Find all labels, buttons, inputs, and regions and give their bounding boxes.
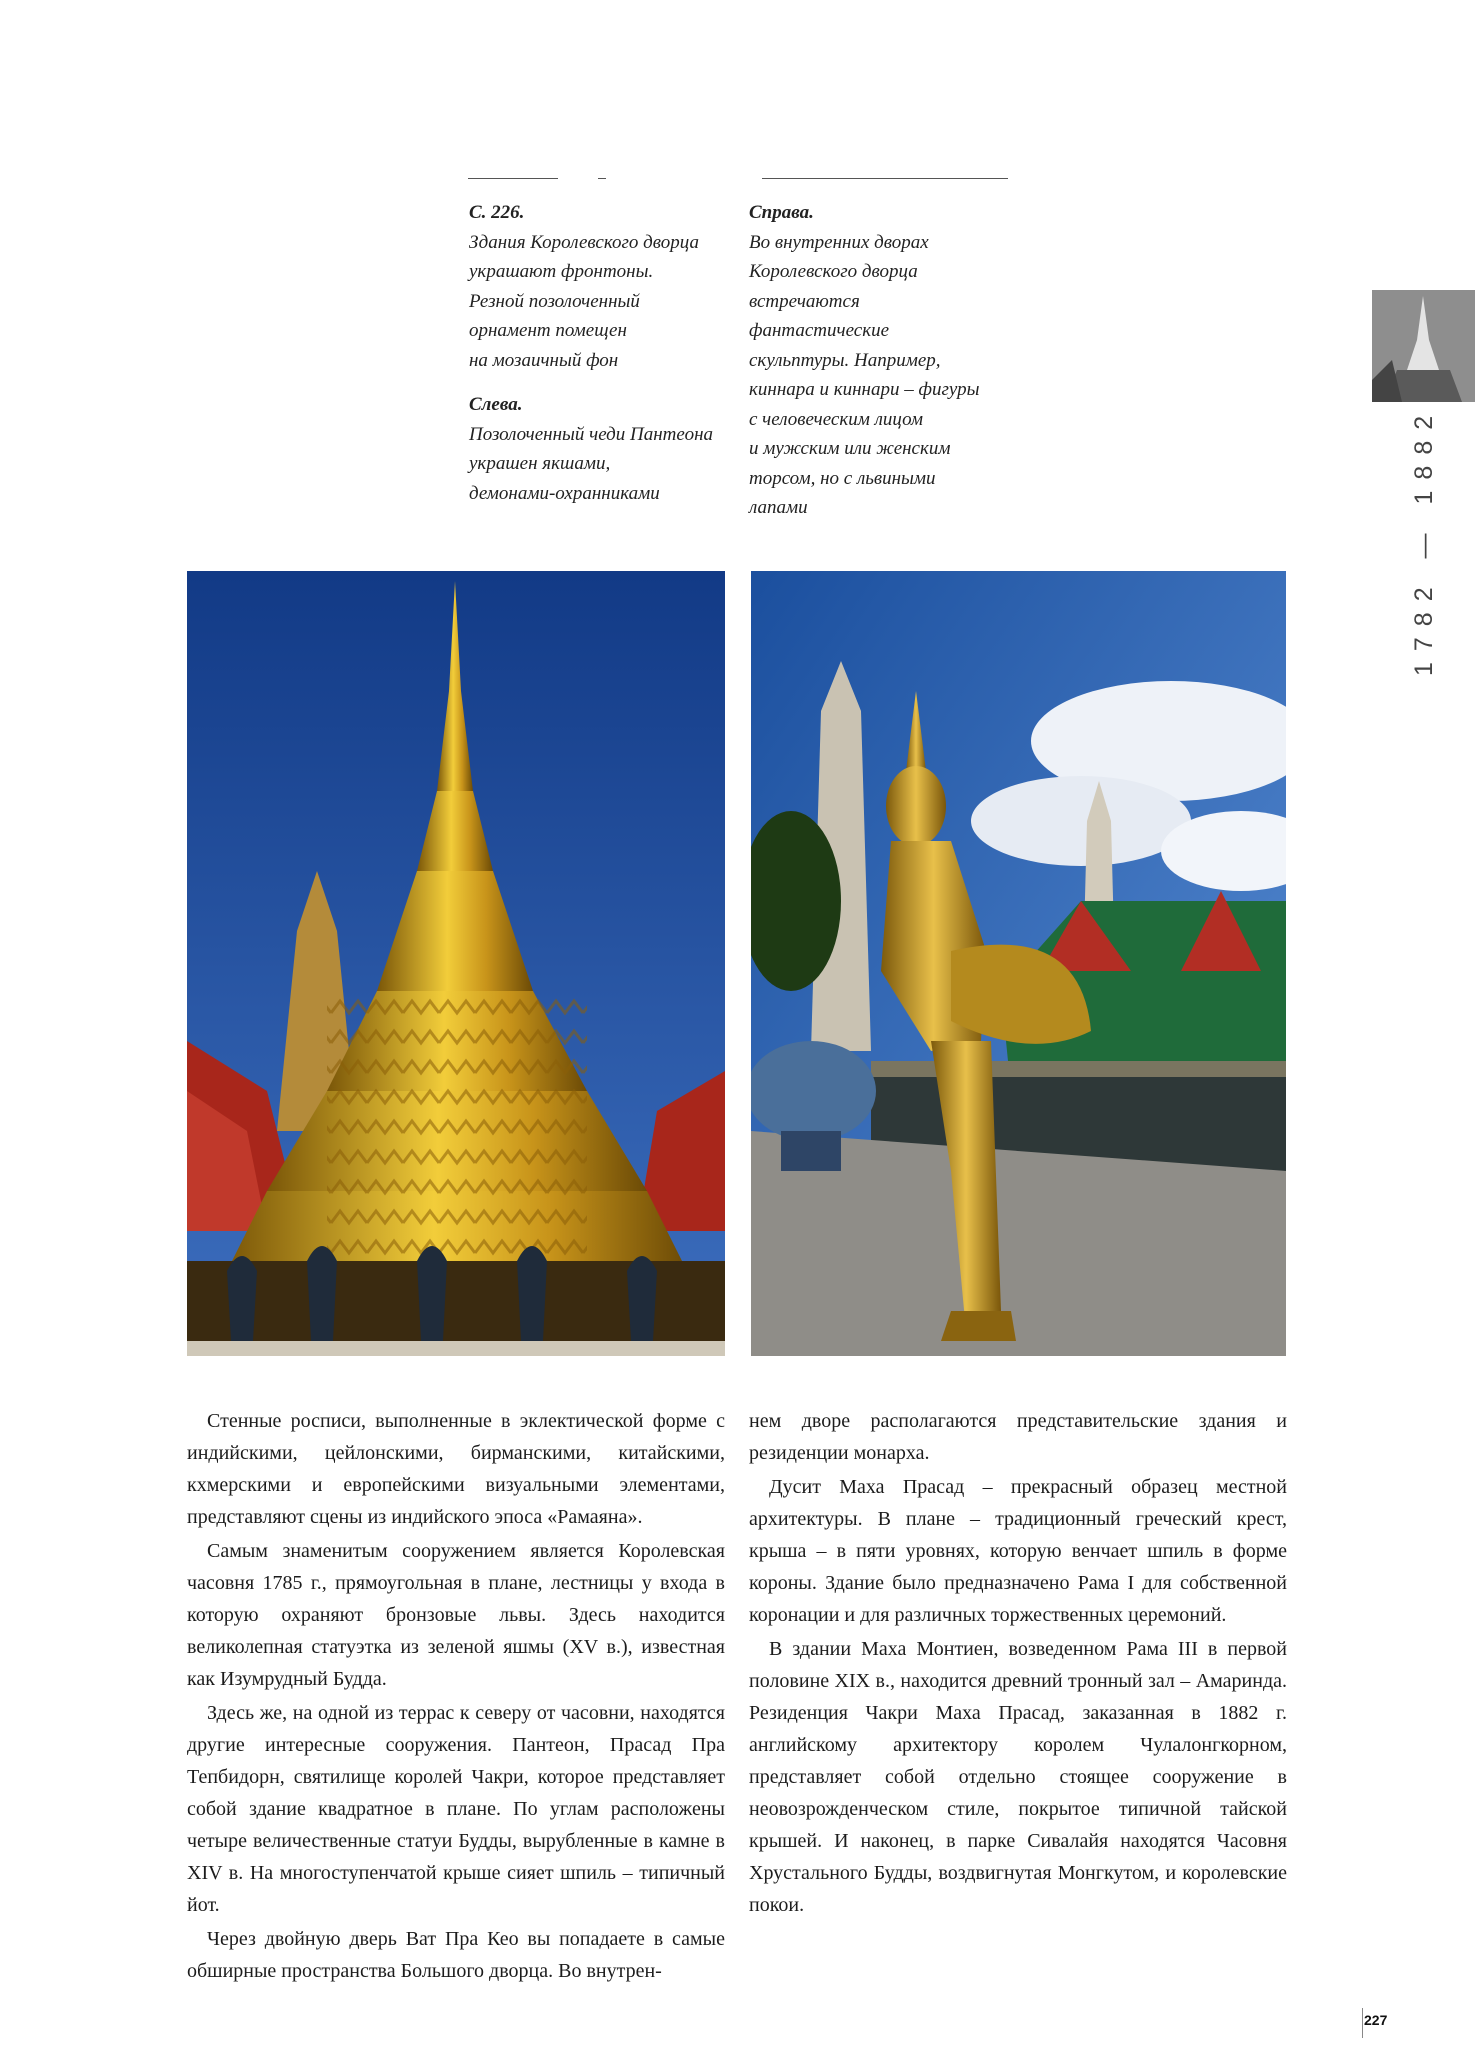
caption-block <box>469 390 739 508</box>
body-column-left <box>187 1405 725 1989</box>
caption-heading: С. 226. <box>469 202 525 223</box>
caption-line: и мужским или женским <box>749 438 951 459</box>
body-paragraph: Стенные росписи, выполненные в эклектической форме с индийскими, цейлонскими, бирманскими, китайскими, кхмерскими и европейскими визуальными элементами, представляют сцены из индийского эпоса «Рамаяна». <box>187 1410 725 1528</box>
caption-line: скульптуры. Например, <box>749 349 941 371</box>
caption-line: демонами-охранниками <box>469 482 660 504</box>
caption-line: киннара и киннари – фигуры <box>749 379 980 400</box>
caption-line: с человеческим лицом <box>749 408 924 430</box>
page-number: 227 <box>1364 2012 1388 2028</box>
body-column-right <box>749 1405 1287 1923</box>
page-number-tick <box>1362 2008 1363 2038</box>
caption-rule-left <box>468 178 558 179</box>
caption-line: Здания Королевского дворца <box>469 231 699 253</box>
caption-line: на мозаичный фон <box>469 349 619 371</box>
caption-line: фантастические <box>749 320 890 341</box>
caption-line: Резной позолоченный <box>469 290 640 312</box>
body-paragraph: Здесь же, на одной из террас к северу от часовни, находятся другие интересные сооружения. Пантеон, Прасад Пра Тепбидорн, святилище королей Чакри, которое представляет собой здание квадратное в плане. По углам расположены четыре величественные статуи Будды, вырубленные в камне в XIV в. На многоступенчатой крыше сияет шпиль – типичный йот. <box>187 1702 725 1916</box>
caption-line: украшен якшами, <box>469 453 611 474</box>
caption-right <box>749 198 1019 538</box>
body-paragraph: В здании Маха Монтиен, возведенном Рама III в первой половине XIX в., находится древний тронный зал – Амаринда. Резиденция Чакри Маха Прасад, заказанная в 1882 г. английскому архитектору королем Чулалонгкорном, представляет собой отдельно стоящее сооружение в неовозрожденческом стиле, покрытое типичной тайской крышей. И наконец, в парке Сивалайя находятся Часовня Хрустального Будды, воздвигнутая Монгкутом, и королевские покои. <box>749 1638 1287 1916</box>
caption-line: встречаются <box>749 290 860 312</box>
sidebar-period <box>1408 404 1442 678</box>
caption-line: лапами <box>749 497 808 518</box>
caption-line: торсом, но с львиными <box>749 467 936 489</box>
body-paragraph: Дусит Маха Прасад – прекрасный образец местной архитектуры. В плане – традиционный греческий крест, крыша – в пяти уровнях, которую венчает шпиль в форме короны. Здание было предназначено Рама I для собственной коронации и для различных торжественных церемоний. <box>749 1476 1287 1626</box>
body-paragraph: Через двойную дверь Ват Пра Кео вы попадаете в самые обширные пространства Большого дворца. Во внутрен- <box>187 1928 725 1982</box>
caption-heading: Слева. <box>469 394 523 415</box>
caption-block <box>469 198 739 375</box>
caption-line: Королевского дворца <box>749 261 918 282</box>
body-paragraph: Самым знаменитым сооружением является Королевская часовня 1785 г., прямоугольная в плане, лестницы у входа в которую охраняют бронзовые львы. Здесь находится великолепная статуэтка из зеленой яшмы (XV в.), известная как Изумрудный Будда. <box>187 1540 725 1690</box>
caption-line: Позолоченный чеди Пантеона <box>469 423 714 445</box>
caption-line: украшают фронтоны. <box>469 261 654 282</box>
caption-line: Во внутренних дворах <box>749 231 929 253</box>
photo-golden-chedi <box>187 571 725 1356</box>
caption-rule-left-short <box>598 178 606 179</box>
caption-rule-right <box>762 178 1008 179</box>
photo-kinnari-statue <box>751 571 1286 1356</box>
caption-heading: Справа. <box>749 202 814 223</box>
caption-block <box>749 198 1019 523</box>
body-paragraph: нем дворе располагаются представительские здания и резиденции монарха. <box>749 1410 1287 1464</box>
caption-line: орнамент помещен <box>469 320 627 341</box>
sidebar-thumbnail <box>1372 290 1475 402</box>
caption-left <box>469 198 739 523</box>
sidebar-period-text: 1782 — 1882 <box>1410 404 1438 676</box>
